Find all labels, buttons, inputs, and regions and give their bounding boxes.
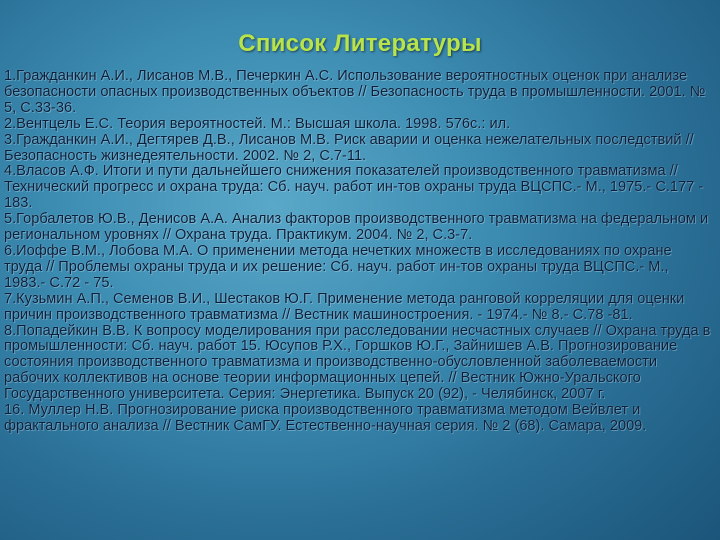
reference-item: 1.Гражданкин А.И., Лисанов М.В., Печеркин А.С. Использование вероятностных оценок при анализе безопасности опасных производственных объектов // Безопасность труда в промышленности. 2001. № 5, С.33-36. [4, 68, 706, 116]
page-title: Список Литературы [238, 30, 482, 57]
reference-item: 5.Горбалетов Ю.В., Денисов А.А. Анализ факторов производственного травматизма на федеральном и региональном уровнях // Охрана труда. Практикум. 2004. № 2, С.3-7. [4, 211, 709, 244]
reference-item: 6.Иоффе В.М., Лобова М.А. О применении метода нечетких множеств в исследованиях по охране труда // Проблемы охраны труда и их решение: Сб. науч. работ ин-тов охраны труда ВЦСПС.- М., 1983.- С.72 - 75. [4, 242, 672, 291]
reference-item: 3.Гражданкин А.И., Дегтярев Д.В., Лисанов М.В. Риск аварии и оценка нежелательных последствий // Безопасность жизнедеятельности. 2002. № 2, С.7-11. [4, 131, 694, 164]
reference-item: 2.Вентцель Е.С. Теория вероятностей. М.: Высшая школа. 1998. 576с.: ил. [4, 115, 511, 132]
reference-item: 7.Кузьмин А.П., Семенов В.И., Шестаков Ю.Г. Применение метода ранговой корреляции для оценки причин производственного травматизма // Вестник машиностроения. - 1974.- № 8.- С.78 -81. [4, 290, 685, 323]
reference-item: 4.Власов А.Ф. Итоги и пути дальнейшего снижения показателей производственного травматизма // Технический прогресс и охрана труда: Сб. науч. работ ин-тов охраны труда ВЦСПС.- М., 1975.- С.177 - 183. [4, 163, 704, 212]
reference-list [4, 69, 712, 435]
reference-item: 8.Попадейкин В.В. К вопросу моделирования при расследовании несчастных случаев // Охрана труда в промышленности: Сб. науч. работ 15. Юсупов Р.Х., Горшков Ю.Г., Зайнишев А.В. Прогнозирование состояния производственного травматизма и производственно-обусловленной заболеваемости рабочих коллективов на основе теории информационных цепей. // Вестник Южно-Уральского Государственного университета. Серия: Энергетика. Выпуск 20 (92), - Челябинск, 2007 г. [4, 322, 711, 403]
reference-item: 16. Муллер Н.В. Прогнозирование риска производственного травматизма методом Вейвлет и фрактального анализа // Вестник СамГУ. Естественно-научная серия. № 2 (68). Самара, 2009. [4, 402, 647, 434]
